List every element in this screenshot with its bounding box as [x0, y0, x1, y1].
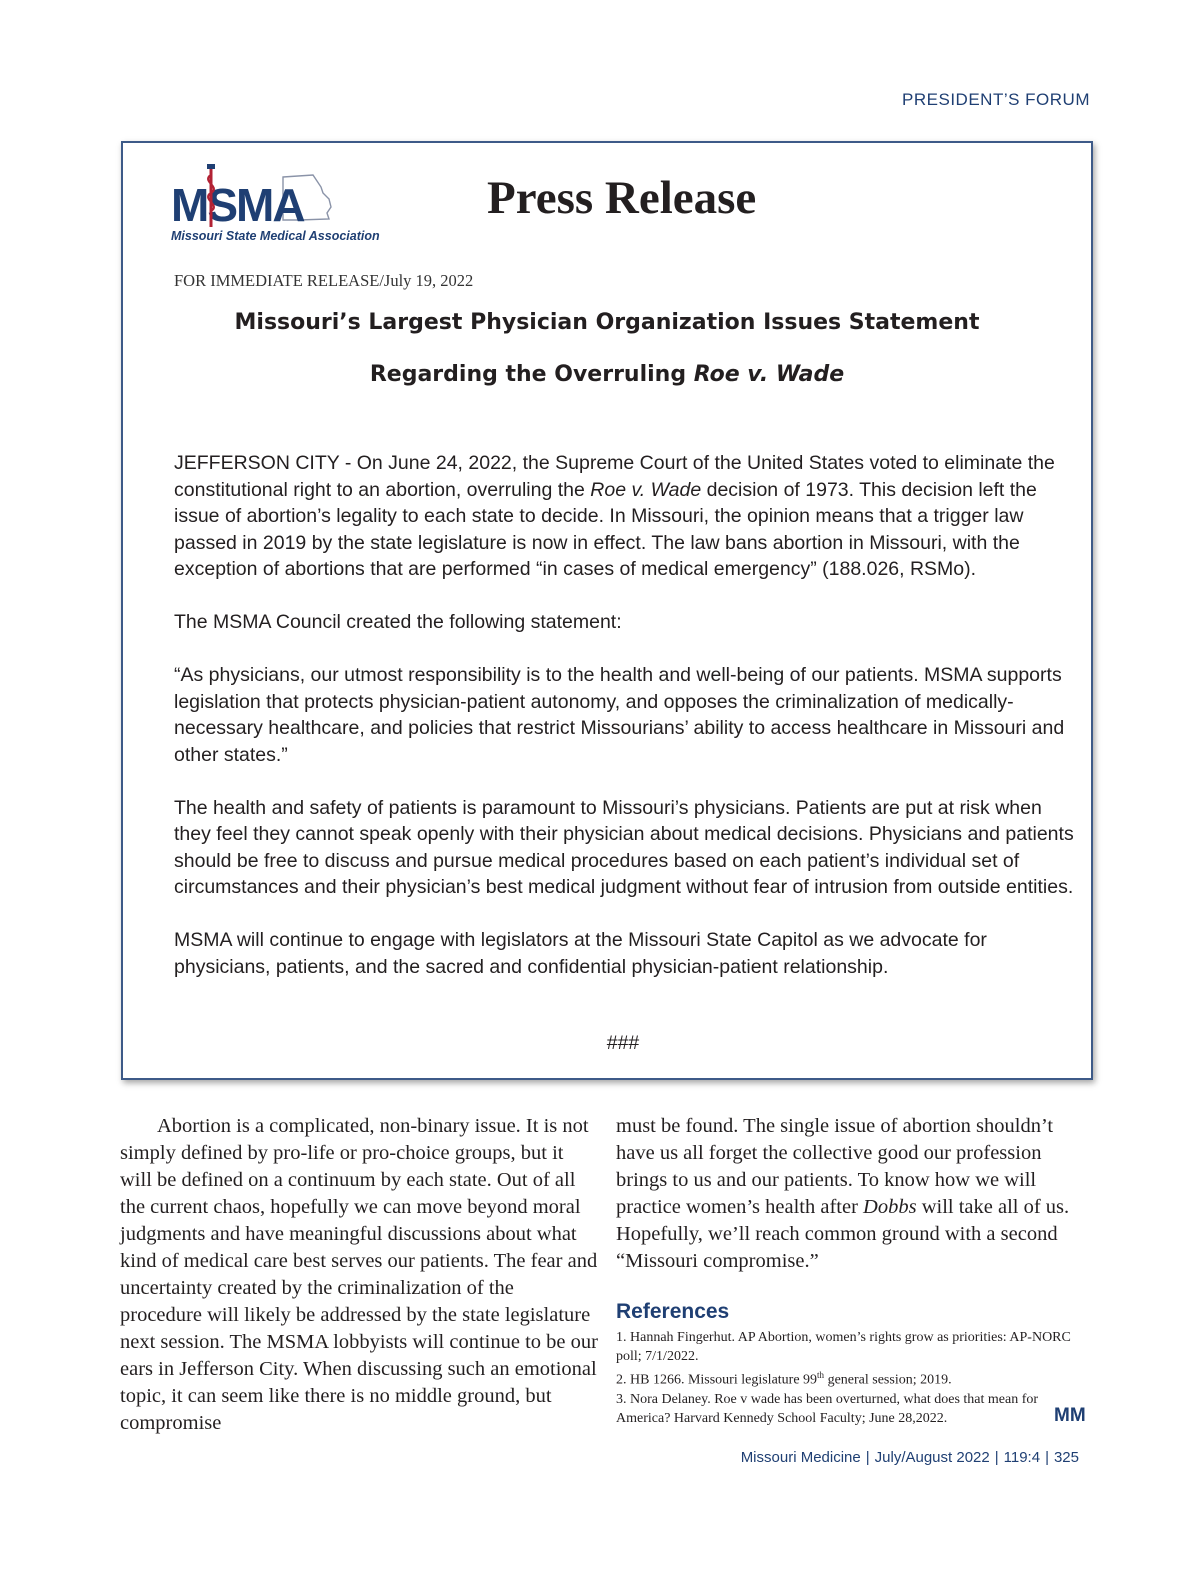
press-paragraph-2: The MSMA Council created the following statement:	[174, 611, 622, 633]
msma-logo	[171, 163, 411, 247]
press-paragraph-5: MSMA will continue to engage with legislators at the Missouri State Capitol as we advocate for physicians, patients, and the sacred and confidential physician-patient relationship.	[174, 929, 987, 978]
para1-case-name: Roe v. Wade	[590, 478, 702, 501]
section-label: PRESIDENT’S FORUM	[902, 90, 1090, 109]
logo-letters: MSMA	[171, 179, 304, 229]
references-heading: References	[616, 1300, 730, 1323]
footer-separator: |	[994, 1449, 999, 1466]
footer-journal: Missouri Medicine	[740, 1449, 861, 1466]
article-right-column	[616, 1113, 1088, 1275]
end-of-article-logo: MM	[1054, 1405, 1086, 1426]
headline-line-1: Missouri’s Largest Physician Organization Issues Statement	[234, 310, 980, 335]
reference-item	[616, 1366, 1090, 1390]
right-text-a: must be found. The single issue of abortion shouldn’t have us all forget the collective good our profession brings to us and our patients. To know how we will practice women’s health after	[616, 1115, 1054, 1218]
headline-line-2-text: Regarding the Overruling	[369, 362, 694, 387]
reference-item: 3. Nora Delaney. Roe v wade has been overturned, what does that mean for America? Harvard Kennedy School Faculty; June 28,2022.	[616, 1391, 1039, 1426]
footer-separator: |	[1045, 1449, 1049, 1466]
article-left-column: Abortion is a complicated, non-binary issue. It is not simply defined by pro-life or pro-choice groups, but it will be defined on a continuum by each state. Out of all the current chaos, hopefully we can move beyond moral judgments and have meaningful discussions about what kind of medical care best serves our patients. The fear and uncertainty created by the criminalization of the procedure will likely be addressed by the state legislature next session. The MSMA lobbyists will continue to be our ears in Jefferson City. When discussing such an emotional topic, it can seem like there is no middle ground, but compromise	[120, 1115, 598, 1434]
press-paragraph-4: The health and safety of patients is paramount to Missouri’s physicians. Patients are put at risk when they feel they cannot speak openly with their physician about medical decisions. Physicians and patients should be free to discuss and pursue medical procedures based on each patient’s individual set of circumstances and their physician’s best medical judgment without fear of intrusion from outside entities.	[174, 796, 1074, 898]
page-footer	[741, 1449, 1079, 1466]
press-release-body	[174, 450, 1079, 980]
footer-issue-date: July/August 2022	[874, 1449, 990, 1466]
references-list	[616, 1328, 1090, 1428]
ref2-text-a: 2. HB 1266. Missouri legislature 99	[616, 1372, 818, 1388]
press-release-box	[121, 141, 1093, 1080]
caduceus-flag-icon	[207, 164, 215, 169]
footer-separator: |	[865, 1449, 870, 1466]
press-paragraph-3: “As physicians, our utmost responsibility is to the health and well-being of our patients. MSMA supports legislation that protects physician-patient autonomy, and opposes the criminalization of medically-necessary healthcare, and policies that restrict Missourians’ ability to access healthcare in Missouri and other states.”	[174, 664, 1065, 766]
footer-page-number: 325	[1053, 1449, 1079, 1466]
ref2-text-b: general session; 2019.	[824, 1372, 952, 1388]
msma-logo-graphic	[171, 163, 411, 229]
para1-text-b: decision of 1973. This decision left the issue of abortion’s legality to each state to decide. In Missouri, the opinion means that a trigger law passed in 2019 by the state legislature is now in effect. The law bans abortion in Missouri, with the exception of abortions that are performed “in cases of medical emergency” (188.026, RSMo).	[174, 478, 1037, 580]
right-text-b: will take all of us. Hopefully, we’ll reach common ground with a second “Missouri compromise.”	[616, 1196, 1070, 1272]
ref2-superscript: th	[817, 1370, 825, 1380]
headline-line-2	[123, 362, 1091, 387]
reference-item: 1. Hannah Fingerhut. AP Abortion, women’s rights grow as priorities: AP-NORC poll; 7/1/2022.	[616, 1330, 1071, 1364]
press-paragraph-1	[174, 450, 1079, 583]
para1-text-a: JEFFERSON CITY - On June 24, 2022, the Supreme Court of the United States voted to eliminate the constitutional right to an abortion, overruling the	[174, 452, 1055, 501]
logo-org-name: Missouri State Medical Association	[171, 229, 380, 243]
footer-volume: 119:4	[1003, 1449, 1041, 1466]
press-release-title: Press Release	[487, 172, 757, 224]
headline-case-name: Roe v. Wade	[693, 362, 845, 387]
article-right-paragraph	[616, 1113, 1088, 1275]
right-case-name: Dobbs	[863, 1196, 917, 1218]
release-date-line: FOR IMMEDIATE RELEASE/July 19, 2022	[174, 271, 474, 290]
end-mark: ###	[606, 1032, 640, 1054]
